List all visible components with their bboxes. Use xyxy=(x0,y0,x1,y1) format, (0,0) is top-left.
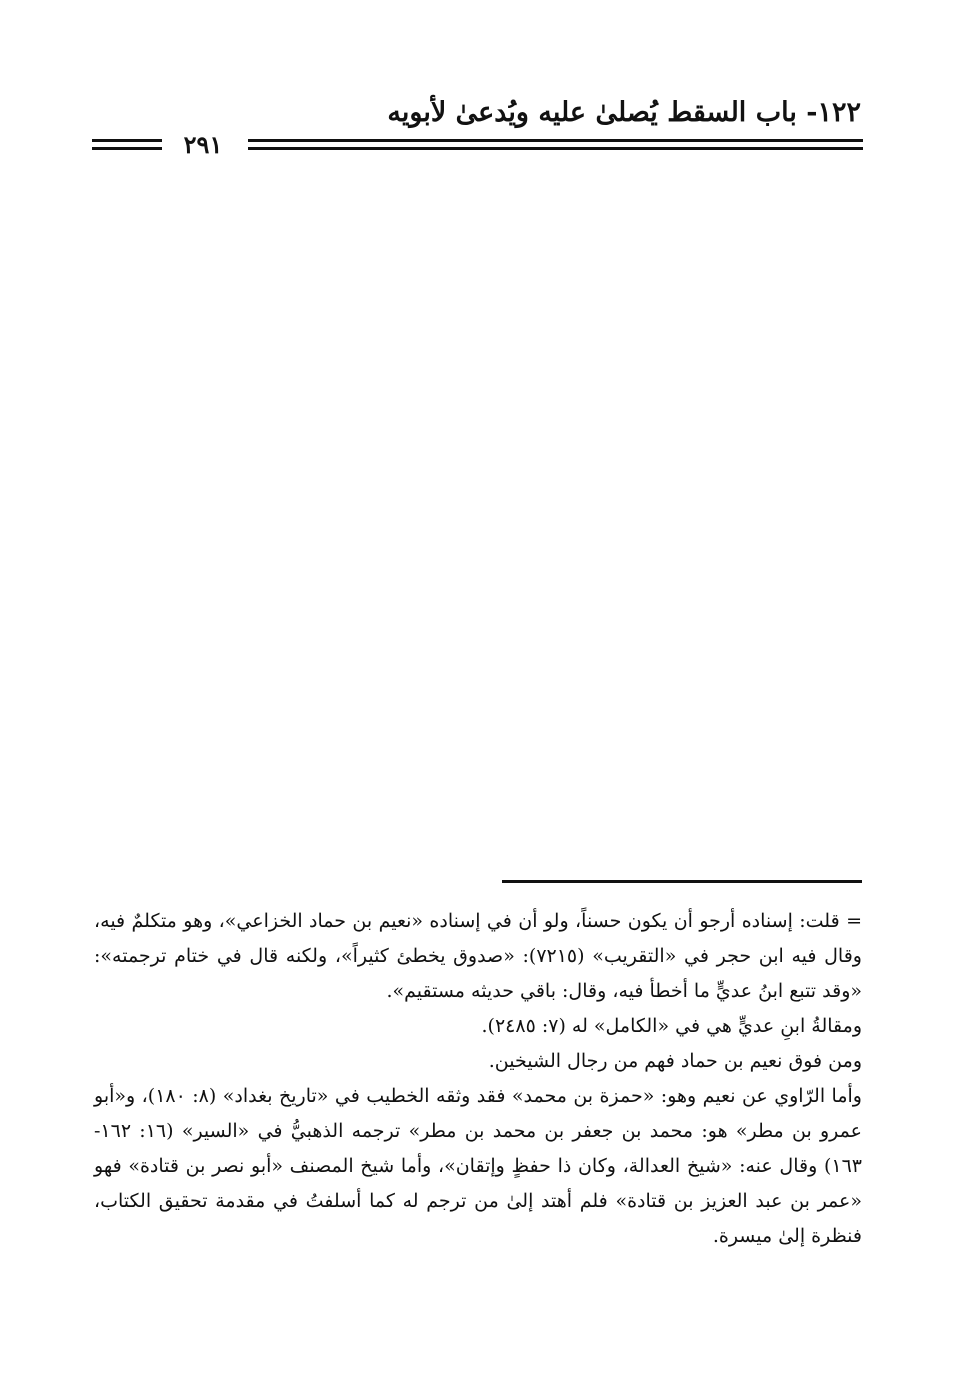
chapter-title: ١٢٢- باب السقط يُصلىٰ عليه ويُدعىٰ لأبويه xyxy=(387,97,861,128)
footnote-paragraph: = قلت: إسناده أرجو أن يكون حسناً، ولو أن في إسناده «نعيم بن حماد الخزاعي»، وهو متكلمٌ فيه، وقال فيه ابن حجر في «التقريب» (٧٢١٥): «صدوق يخطئ كثيراً»، ولكنه قال في ختام ترجمته»: «وقد تتبع ابنُ عديٍّ ما أخطأ فيه، وقال: باقي حديثه مستقيم». xyxy=(94,910,862,1002)
page-number: ٢٩١ xyxy=(183,130,223,159)
footnotes-block xyxy=(94,904,862,1254)
header-double-rule-right xyxy=(248,139,863,153)
footnote-paragraph: ومقالةُ ابنِ عديٍّ هي في «الكامل» له (٧: ٢٤٨٥). xyxy=(481,1015,862,1037)
header-double-rule-left xyxy=(92,139,162,153)
footnote-paragraph: وأما الرّاوي عن نعيم وهو: «حمزة بن محمد» فقد وثقه الخطيب في «تاريخ بغداد» (٨: ١٨٠)، و«أبو عمرو بن مطر» هو: محمد بن جعفر بن محمد بن مطر» ترجمه الذهبيُّ في «السير» (١٦: ١٦٢- ١٦٣) وقال عنه: «شيخ العدالة، وكان ذا حفظٍ وإتقان»، وأما شيخ المصنف «أبو نصر بن قتادة» فهو «عمر بن عبد العزيز بن قتادة» فلم أهتد إلىٰ من ترجم له كما أسلفتُ في مقدمة تحقيق الكتاب، فنظرة إلىٰ ميسرة. xyxy=(94,1085,862,1247)
footnote-paragraph: ومن فوق نعيم بن حماد فهم من رجال الشيخين. xyxy=(488,1050,862,1072)
footnote-separator xyxy=(502,880,862,883)
